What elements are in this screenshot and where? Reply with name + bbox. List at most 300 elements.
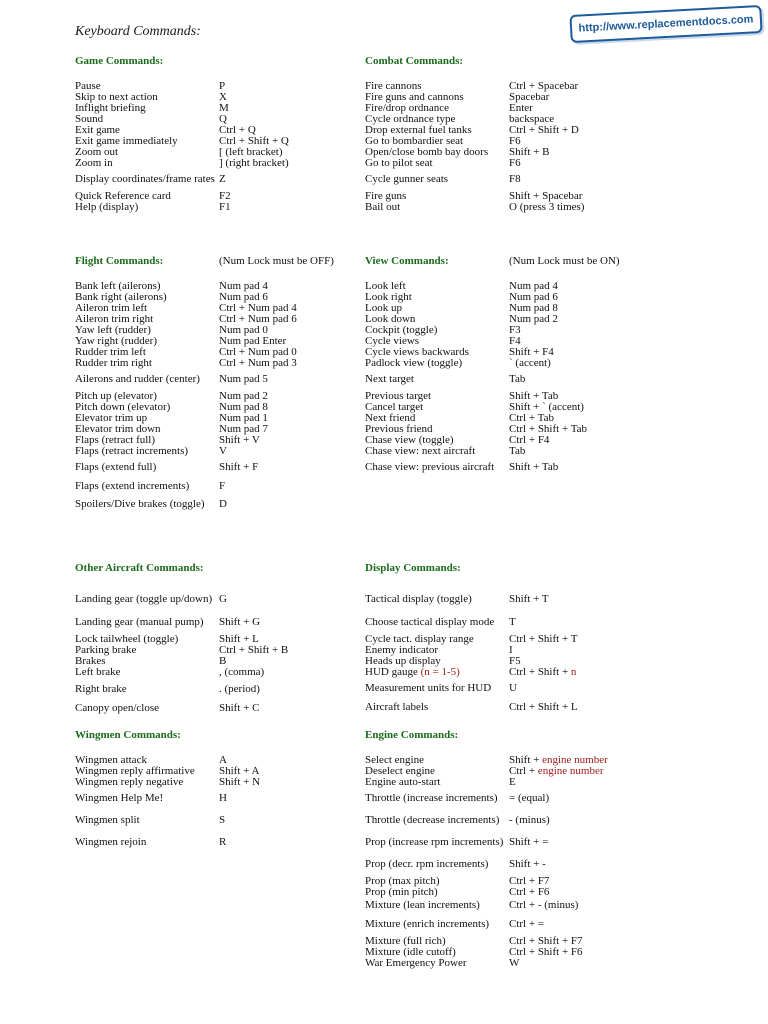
command-action [75, 594, 219, 604]
command-action [365, 336, 509, 346]
command-row [365, 313, 655, 324]
command-action [365, 292, 509, 302]
command-row [365, 302, 655, 313]
command-key-text: Ctrl + Tab [509, 411, 554, 424]
command-row [75, 478, 365, 493]
command-key-text: Num pad 8 [219, 400, 268, 413]
command-action-text: Fire cannons [365, 79, 422, 92]
command-key-text: B [219, 654, 227, 667]
command-key-text: W [509, 956, 520, 969]
command-key-text: Enter [509, 101, 533, 114]
command-action [365, 158, 509, 168]
command-action-text: Flaps (retract full) [75, 433, 156, 446]
command-key-text: = (equal) [509, 792, 550, 804]
page-title: Keyboard Commands: [75, 24, 201, 39]
command-key [509, 325, 655, 335]
command-action-text: Wingmen attack [75, 753, 147, 766]
command-key-text: F8 [509, 173, 521, 185]
section-title: Wingmen Commands: [75, 729, 181, 741]
section-title: Display Commands: [365, 562, 461, 574]
command-row [75, 611, 365, 633]
command-action-text: Throttle (increase increments) [365, 792, 498, 804]
command-key-text: Num pad 1 [219, 411, 268, 424]
command-key-text: P [219, 79, 226, 92]
command-key-text: G [219, 593, 227, 605]
command-key-text: D [219, 498, 227, 510]
command-action-text: Spoilers/Dive brakes (toggle) [75, 498, 205, 510]
command-action [75, 645, 219, 655]
command-action [75, 325, 219, 335]
command-action-text: Right brake [75, 683, 127, 695]
command-action-text: Cancel target [365, 400, 424, 413]
command-key [219, 325, 365, 335]
command-row [75, 157, 365, 168]
command-key [509, 81, 655, 91]
command-action-text: Zoom in [75, 156, 113, 169]
command-key-text: I [509, 643, 513, 656]
command-action [365, 702, 509, 712]
command-key [219, 667, 365, 677]
command-key-text: Shift + Tab [509, 389, 559, 402]
command-row [365, 124, 655, 135]
section-header [75, 553, 365, 583]
command-key-text: Ctrl + Shift + D [509, 123, 579, 136]
command-row [365, 787, 655, 809]
command-row [365, 913, 655, 935]
command-action-text: Mixture (full rich) [365, 934, 446, 947]
command-action-text: Measurement units for HUD [365, 682, 492, 694]
command-action-text: Cycle tact. display range [365, 632, 474, 645]
command-row [365, 146, 655, 157]
command-action [365, 634, 509, 644]
command-action [75, 374, 219, 384]
command-action [75, 435, 219, 445]
command-key-text: R [219, 836, 227, 848]
command-row [365, 831, 655, 853]
command-key-text: Q [219, 112, 227, 125]
command-key [219, 656, 365, 666]
section-view-commands [365, 246, 655, 478]
command-row [365, 957, 655, 968]
command-action [365, 374, 509, 384]
command-key-text: F5 [509, 654, 521, 667]
command-action-text: Help (display) [75, 200, 139, 213]
command-key-text: S [219, 814, 226, 826]
command-list [365, 80, 655, 212]
command-key [219, 815, 365, 825]
command-key-text: Ctrl + [509, 764, 538, 777]
command-key [509, 936, 655, 946]
command-row [365, 190, 655, 201]
command-key [509, 947, 655, 957]
command-key-text: backspace [509, 112, 555, 125]
command-key-text: Num pad 5 [219, 373, 268, 385]
command-key [219, 202, 365, 212]
command-action-text: Flaps (extend full) [75, 461, 157, 473]
command-action [75, 191, 219, 201]
command-action [365, 755, 509, 765]
command-action [75, 424, 219, 434]
command-action-note: (n = 1-5) [420, 665, 460, 678]
command-action [365, 174, 509, 184]
command-key [219, 703, 365, 713]
command-action-text: Ailerons and rudder (center) [75, 373, 200, 385]
command-key-text: Shift + [509, 753, 543, 766]
command-key [509, 281, 655, 291]
command-row [365, 587, 655, 611]
command-action-text: Elevator trim up [75, 411, 148, 424]
command-action-text: Go to pilot seat [365, 156, 433, 169]
command-key-text: F4 [509, 334, 521, 347]
command-action [365, 777, 509, 787]
command-action [365, 92, 509, 102]
command-row [75, 291, 365, 302]
section-title: Flight Commands: [75, 255, 164, 267]
command-key-text: E [509, 775, 516, 788]
command-key [509, 766, 655, 776]
command-key [509, 634, 655, 644]
command-row [75, 280, 365, 291]
command-action [75, 114, 219, 124]
command-row [365, 666, 655, 677]
command-action [75, 358, 219, 368]
command-key-text: Num pad 6 [219, 290, 268, 303]
command-key-text: Shift + F [219, 461, 259, 473]
command-action-text: Select engine [365, 753, 424, 766]
command-action-text: Skip to next action [75, 90, 158, 103]
command-action-text: Bank right (ailerons) [75, 290, 167, 303]
command-key [509, 837, 655, 847]
command-action-text: Flaps (retract increments) [75, 444, 189, 457]
command-key [219, 136, 365, 146]
command-key [509, 191, 655, 201]
command-action-text: Engine auto-start [365, 775, 441, 788]
command-action-text: Rudder trim right [75, 356, 152, 369]
command-row [75, 91, 365, 102]
command-key [509, 446, 655, 456]
command-key [509, 374, 655, 384]
command-key [219, 114, 365, 124]
command-action [75, 136, 219, 146]
command-action [75, 617, 219, 627]
command-action-text: Look down [365, 312, 416, 325]
command-action-text: Pitch down (elevator) [75, 400, 171, 413]
command-action-text: Flaps (extend increments) [75, 479, 190, 492]
command-key [219, 499, 365, 509]
command-action [365, 103, 509, 113]
command-key [219, 837, 365, 847]
command-action-text: Cycle views backwards [365, 345, 469, 358]
command-row [365, 357, 655, 368]
command-action-text: Prop (min pitch) [365, 885, 438, 898]
command-key-text: Shift + - [509, 858, 546, 870]
command-key [219, 147, 365, 157]
command-row [365, 401, 655, 412]
command-row [365, 201, 655, 212]
command-key-text: Shift + C [219, 702, 260, 714]
command-key [509, 136, 655, 146]
command-key [509, 336, 655, 346]
command-key-text: Ctrl + Shift + [509, 665, 571, 678]
command-key [219, 358, 365, 368]
url-badge[interactable]: http://www.replacementdocs.com [569, 5, 762, 43]
command-action-text: Heads up display [365, 654, 441, 667]
command-key [509, 958, 655, 968]
command-row [75, 135, 365, 146]
command-action-text: Parking brake [75, 643, 137, 656]
command-action-text: Yaw left (rudder) [75, 323, 151, 336]
command-action [75, 793, 219, 803]
command-action-text: Rudder trim left [75, 345, 146, 358]
command-key-text: - (minus) [509, 814, 550, 826]
command-row [75, 412, 365, 423]
section-other-aircraft-commands [75, 553, 365, 716]
command-row [75, 587, 365, 611]
command-action [365, 281, 509, 291]
command-action-text: Deselect engine [365, 764, 435, 777]
command-row [365, 875, 655, 886]
command-key [219, 374, 365, 384]
section-header [365, 246, 655, 276]
command-key [219, 766, 365, 776]
command-key-text: Shift + F4 [509, 345, 554, 358]
command-row [365, 699, 655, 715]
command-key [219, 777, 365, 787]
command-action-text: Lock tailwheel (toggle) [75, 632, 179, 645]
section-title: Engine Commands: [365, 729, 459, 741]
command-key-text: Ctrl + Spacebar [509, 79, 579, 92]
command-row [75, 313, 365, 324]
command-action [365, 402, 509, 412]
command-action-text: Prop (decr. rpm increments) [365, 858, 489, 870]
command-action [75, 766, 219, 776]
command-key-text: Num pad 4 [219, 279, 268, 292]
command-key-text: Num pad 2 [219, 389, 268, 402]
command-action-text: Left brake [75, 666, 121, 678]
command-action [75, 147, 219, 157]
command-row [365, 113, 655, 124]
command-key [219, 684, 365, 694]
command-action [75, 413, 219, 423]
command-key-text: Num pad 8 [509, 301, 558, 314]
command-key-text: M [219, 101, 229, 114]
command-action [365, 147, 509, 157]
command-action [75, 125, 219, 135]
command-row [365, 935, 655, 946]
command-key-text: V [219, 444, 227, 457]
command-action [75, 81, 219, 91]
command-key [509, 755, 655, 765]
command-row [75, 335, 365, 346]
command-key-text: Num pad Enter [219, 334, 287, 347]
command-key [219, 125, 365, 135]
section-note: (Num Lock must be ON) [509, 255, 620, 267]
command-action-text: Pitch up (elevator) [75, 389, 157, 402]
command-key [219, 158, 365, 168]
command-action [365, 125, 509, 135]
command-key-text: Ctrl + Shift + F6 [509, 945, 583, 958]
command-row [75, 633, 365, 644]
command-action-text: Aileron trim right [75, 312, 154, 325]
command-action [75, 292, 219, 302]
command-key-text: ] (right bracket) [219, 156, 289, 169]
command-action-text: Cycle gunner seats [365, 173, 449, 185]
command-key-note: n [570, 665, 577, 678]
command-action [365, 656, 509, 666]
command-action-text: Look left [365, 279, 406, 292]
command-row [75, 324, 365, 335]
command-action-text: Fire guns and cannons [365, 90, 464, 103]
command-key [509, 103, 655, 113]
command-action-text: Next friend [365, 411, 416, 424]
command-row [75, 644, 365, 655]
command-action [365, 683, 509, 693]
command-action [365, 958, 509, 968]
command-key [219, 435, 365, 445]
command-action [365, 191, 509, 201]
command-key [509, 424, 655, 434]
command-row [365, 853, 655, 875]
command-action-text: Landing gear (manual pump) [75, 616, 204, 628]
command-key [509, 793, 655, 803]
command-action-text: Sound [75, 112, 104, 125]
command-action-text: Canopy open/close [75, 702, 160, 714]
command-key-text: Shift + Spacebar [509, 189, 583, 202]
command-key-text: Ctrl + Shift + B [219, 643, 289, 656]
command-key-text: A [219, 753, 227, 766]
command-action-text: Open/close bomb bay doors [365, 145, 489, 158]
command-row [365, 445, 655, 456]
command-key-text: Ctrl + Shift + T [509, 632, 578, 645]
command-key-text: Ctrl + Num pad 6 [219, 312, 297, 325]
command-key [219, 347, 365, 357]
command-key-text: Shift + T [509, 593, 549, 605]
command-row [365, 434, 655, 445]
command-key-text: H [219, 792, 227, 804]
command-key-text: ` (accent) [509, 356, 551, 369]
command-action-text: Quick Reference card [75, 189, 171, 202]
command-action-text: Mixture (idle cutoff) [365, 945, 456, 958]
command-key-text: Tab [509, 444, 526, 457]
command-action [365, 314, 509, 324]
command-action-text: Landing gear (toggle up/down) [75, 593, 213, 605]
section-wingmen-commands [75, 720, 365, 853]
command-row [365, 611, 655, 633]
section-header [75, 246, 365, 276]
command-list [365, 587, 655, 715]
command-row [365, 456, 655, 478]
command-action [365, 887, 509, 897]
command-row [75, 678, 365, 700]
command-key-text: U [509, 682, 517, 694]
command-list [365, 280, 655, 478]
command-key [219, 336, 365, 346]
command-row [75, 346, 365, 357]
command-key [219, 424, 365, 434]
command-key-text: Shift + ` (accent) [509, 400, 584, 413]
command-key [509, 413, 655, 423]
command-row [75, 765, 365, 776]
command-action [75, 815, 219, 825]
command-action [365, 766, 509, 776]
command-list [75, 754, 365, 853]
section-title: Other Aircraft Commands: [75, 562, 204, 574]
command-action [75, 656, 219, 666]
command-action [365, 303, 509, 313]
command-action-text: Padlock view (toggle) [365, 356, 463, 369]
command-action-text: Previous friend [365, 422, 433, 435]
command-key-text: Ctrl + = [509, 918, 545, 930]
command-row [75, 831, 365, 853]
command-key-text: Ctrl + F7 [509, 874, 550, 887]
command-action-text: Next target [365, 373, 414, 385]
command-key [509, 617, 655, 627]
command-action-text: Tactical display (toggle) [365, 593, 472, 605]
command-list [75, 587, 365, 716]
command-action-text: Prop (increase rpm increments) [365, 836, 504, 848]
command-action [365, 391, 509, 401]
command-key [219, 413, 365, 423]
command-key [509, 402, 655, 412]
command-key [219, 281, 365, 291]
section-note: (Num Lock must be OFF) [219, 255, 334, 267]
command-action-text: War Emergency Power [365, 956, 467, 969]
command-action [75, 402, 219, 412]
command-key-text: O (press 3 times) [509, 200, 585, 213]
command-action [75, 303, 219, 313]
command-key [219, 446, 365, 456]
command-row [365, 776, 655, 787]
command-action [365, 424, 509, 434]
command-row [75, 655, 365, 666]
command-key-text: Ctrl + Num pad 0 [219, 345, 297, 358]
command-key-text: Shift + N [219, 775, 261, 788]
command-action [75, 92, 219, 102]
command-key-text: Ctrl + Num pad 4 [219, 301, 297, 314]
command-row [365, 423, 655, 434]
section-game-commands [75, 46, 365, 212]
command-key [509, 435, 655, 445]
command-action [365, 645, 509, 655]
command-action-text: Inflight briefing [75, 101, 146, 114]
section-header [75, 720, 365, 750]
command-action-text: Exit game immediately [75, 134, 178, 147]
command-action-text: Go to bombardier seat [365, 134, 464, 147]
command-row [365, 644, 655, 655]
command-list [75, 280, 365, 515]
command-key-text: Num pad 7 [219, 422, 268, 435]
command-key [219, 292, 365, 302]
command-key-text: Shift + = [509, 836, 549, 848]
command-action [365, 413, 509, 423]
command-key [219, 191, 365, 201]
command-row [365, 168, 655, 190]
command-action-text: Zoom out [75, 145, 119, 158]
command-key [219, 92, 365, 102]
command-action [75, 755, 219, 765]
command-row [75, 190, 365, 201]
command-key [509, 202, 655, 212]
command-row [75, 357, 365, 368]
command-action-text: Prop (max pitch) [365, 874, 440, 887]
section-title: View Commands: [365, 255, 449, 267]
command-row [365, 886, 655, 897]
command-action [365, 325, 509, 335]
command-key-text: Num pad 4 [509, 279, 558, 292]
command-action-text: Elevator trim down [75, 422, 161, 435]
command-key [219, 103, 365, 113]
command-action [75, 347, 219, 357]
